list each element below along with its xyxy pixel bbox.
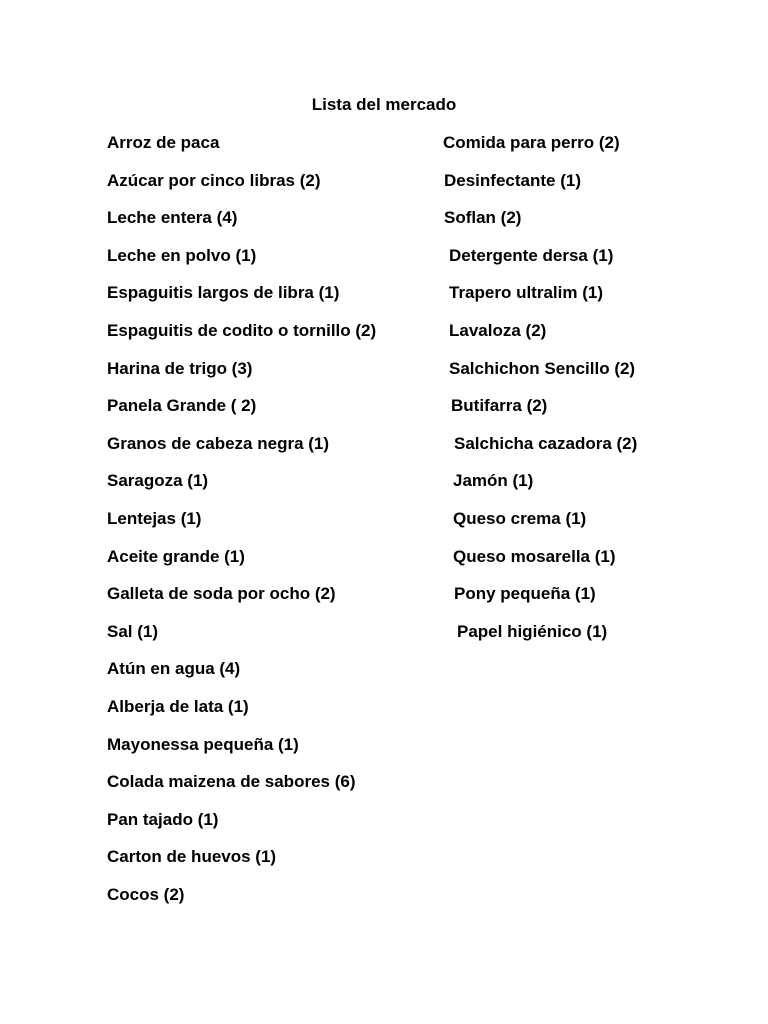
list-item: Sal (1): [107, 621, 159, 641]
list-item: Alberja de lata (1): [107, 696, 249, 716]
list-item: Colada maizena de sabores (6): [107, 772, 356, 792]
list-item: Soflan (2): [444, 208, 522, 228]
list-item: Lentejas (1): [107, 508, 202, 528]
list-item: Papel higiénico (1): [457, 621, 608, 641]
list-item: Galleta de soda por ocho (2): [107, 584, 336, 604]
list-item: Espaguitis largos de libra (1): [107, 283, 340, 303]
list-item: Espaguitis de codito o tornillo (2): [107, 320, 377, 340]
list-item: Detergente dersa (1): [449, 245, 614, 265]
list-item: Jamón (1): [453, 471, 534, 491]
list-item: Azúcar por cinco libras (2): [107, 170, 321, 190]
list-item: Trapero ultralim (1): [449, 283, 603, 303]
list-item: Saragoza (1): [107, 471, 209, 491]
list-item: Arroz de paca: [107, 133, 220, 152]
list-item: Cocos (2): [107, 884, 185, 904]
list-item: Panela Grande ( 2): [107, 396, 257, 416]
list-item: Carton de huevos (1): [107, 847, 277, 867]
list-item: Leche entera (4): [107, 208, 238, 228]
list-item: Salchichon Sencillo (2): [449, 358, 636, 378]
list-item: Queso mosarella (1): [453, 546, 616, 566]
list-item: Pan tajado (1): [107, 809, 219, 829]
right-column-list: [443, 131, 637, 657]
list-item: Butifarra (2): [451, 396, 548, 416]
list-item: Lavaloza (2): [449, 320, 547, 340]
list-item: Desinfectante (1): [444, 170, 581, 190]
list-item: Mayonessa pequeña (1): [107, 734, 299, 754]
list-item: Queso crema (1): [453, 508, 587, 528]
document-title: Lista del mercado: [311, 95, 457, 114]
list-item: Atún en agua (4): [107, 659, 241, 679]
list-item: Comida para perro (2): [443, 133, 620, 152]
list-item: Aceite grande (1): [107, 546, 245, 566]
list-item: Harina de trigo (3): [107, 358, 253, 378]
left-column-list: [107, 131, 376, 920]
list-item: Leche en polvo (1): [107, 245, 257, 265]
list-item: Salchicha cazadora (2): [454, 433, 638, 453]
list-item: Granos de cabeza negra (1): [107, 433, 330, 453]
list-item: Pony pequeña (1): [454, 584, 596, 604]
